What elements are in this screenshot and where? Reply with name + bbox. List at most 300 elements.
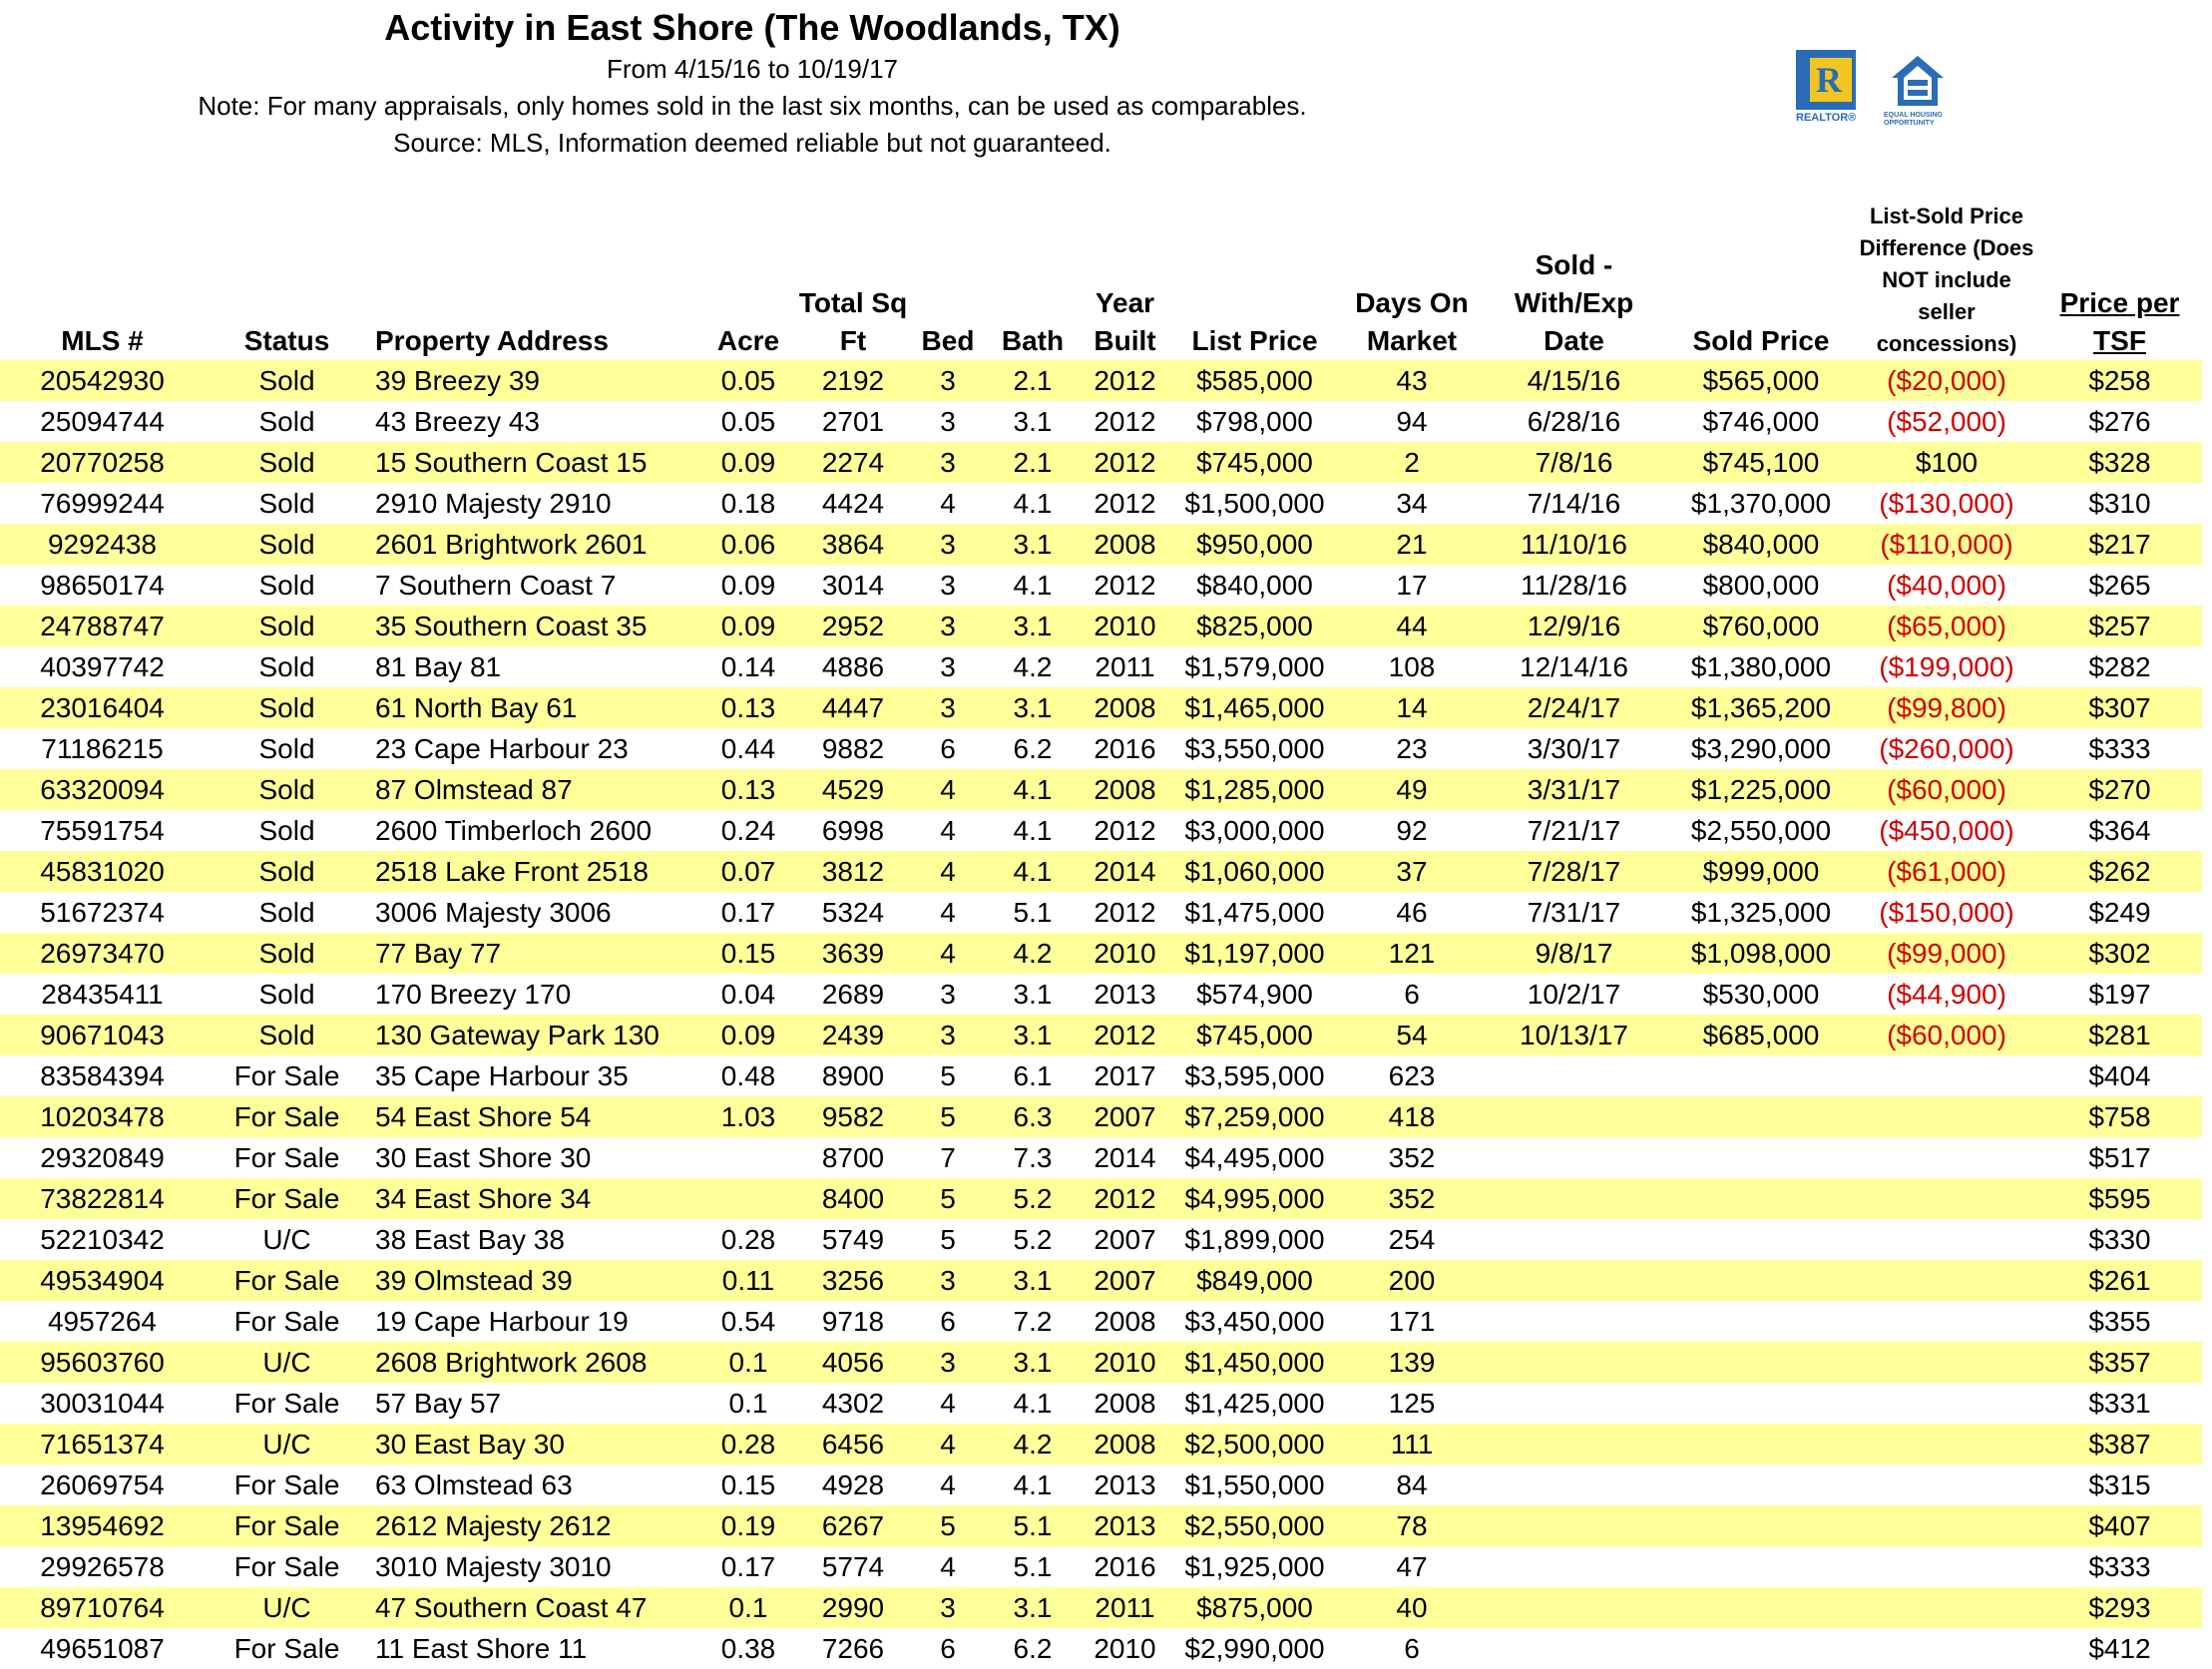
cell-bed: 4: [913, 769, 983, 810]
cell-address: 15 Southern Coast 15: [369, 442, 703, 483]
cell-sold-price: $800,000: [1702, 570, 1820, 601]
cell-address: 63 Olmstead 63: [375, 1469, 573, 1500]
cell-bath: 4.1: [1013, 1388, 1053, 1419]
cell-mls: 25094744: [40, 406, 165, 437]
cell-mls: 75591754: [40, 815, 165, 846]
cell-sold-date: 12/14/16: [1520, 651, 1628, 682]
cell-address: 2601 Brightwork 2601: [369, 524, 703, 565]
cell-status: Sold: [205, 851, 369, 892]
cell-dom: 6: [1404, 1633, 1420, 1664]
cell-sqft: 3864: [793, 524, 913, 565]
cell-bath: 5.2: [1013, 1224, 1053, 1255]
cell-mls: 20770258: [0, 442, 205, 483]
cell-sqft: 2689: [821, 979, 885, 1010]
cell-sqft: 2990: [793, 1587, 913, 1628]
cell-bed: 3: [940, 651, 956, 682]
cell-year: 2012: [1094, 488, 1156, 519]
cell-sold-price: $3,290,000: [1690, 733, 1832, 764]
cell-year: 2011: [1095, 651, 1155, 682]
cell-bath: 3.1: [983, 524, 1083, 565]
cell-bed: 3: [940, 406, 956, 437]
cell-sold-price: [1666, 1628, 1856, 1669]
cell-status: U/C: [205, 1424, 369, 1464]
cell-dom: 84: [1396, 1469, 1428, 1500]
column-header-sold-date: Sold - With/Exp Date: [1514, 249, 1634, 356]
cell-bath: 4.1: [983, 769, 1083, 810]
cell-acre: 0.07: [703, 851, 793, 892]
cell-price-diff: [1856, 1178, 2037, 1219]
table-row: [0, 1628, 2202, 1669]
cell-sold-date: 7/21/17: [1527, 815, 1621, 846]
cell-list-price: $3,550,000: [1184, 733, 1325, 764]
cell-sqft: 2952: [793, 606, 913, 646]
cell-list-price: $950,000: [1167, 524, 1342, 565]
cell-year: 2012: [1083, 360, 1167, 401]
cell-bed: 3: [940, 979, 956, 1010]
cell-list-price: $1,579,000: [1184, 651, 1325, 682]
cell-sold-price: [1666, 1137, 1856, 1178]
cell-sqft: 6998: [821, 815, 885, 846]
cell-sold-date: [1482, 1260, 1666, 1301]
cell-sqft: 2274: [793, 442, 913, 483]
cell-list-price: $2,990,000: [1184, 1633, 1325, 1664]
cell-sqft: 8900: [821, 1060, 885, 1091]
cell-mls: 71651374: [0, 1424, 205, 1464]
cell-list-price: $7,259,000: [1167, 1096, 1342, 1137]
table-row: [0, 360, 2202, 401]
cell-sold-date: 10/2/17: [1527, 979, 1621, 1010]
cell-price-per-tsf: $333: [2088, 733, 2151, 764]
cell-year: 2012: [1094, 897, 1156, 928]
cell-sqft: 4886: [821, 651, 885, 682]
cell-price-diff: ($130,000): [1879, 488, 2014, 519]
cell-mls: 23016404: [0, 687, 205, 728]
cell-status: For Sale: [233, 1142, 340, 1173]
table-body: [0, 360, 2202, 1669]
realtor-logo-icon: R: [1796, 50, 1856, 110]
cell-status: Sold: [258, 815, 315, 846]
cell-list-price: $574,900: [1196, 979, 1313, 1010]
cell-acre: 0.14: [720, 651, 776, 682]
cell-mls: 98650174: [40, 570, 165, 601]
cell-sold-date: 12/9/16: [1482, 606, 1666, 646]
cell-address: 38 East Bay 38: [375, 1224, 565, 1255]
table-header-row: [0, 196, 2202, 360]
cell-sold-price: [1666, 1219, 1856, 1260]
cell-mls: 24788747: [0, 606, 205, 646]
table-row: [0, 769, 2202, 810]
cell-price-diff: [1856, 1219, 2037, 1260]
cell-acre: 0.1: [703, 1587, 793, 1628]
cell-bed: 3: [913, 687, 983, 728]
cell-list-price: $3,595,000: [1184, 1060, 1325, 1091]
table-row: [0, 1587, 2202, 1628]
cell-acre: 0.17: [720, 897, 776, 928]
cell-mls: 73822814: [0, 1178, 205, 1219]
table-row: [0, 1301, 2202, 1342]
cell-dom: 94: [1396, 406, 1428, 437]
cell-year: 2012: [1094, 815, 1156, 846]
cell-price-diff: [1856, 1137, 2037, 1178]
table-row: [0, 524, 2202, 565]
cell-price-diff: [1856, 1260, 2037, 1301]
cell-sold-price: $760,000: [1666, 606, 1856, 646]
cell-sold-price: $1,380,000: [1690, 651, 1832, 682]
cell-mls: 10203478: [0, 1096, 205, 1137]
equal-housing-icon: [1886, 50, 1950, 110]
cell-sold-price: $1,325,000: [1690, 897, 1832, 928]
table-row: [0, 442, 2202, 483]
source-text: Source: MLS, Information deemed reliable but not guaranteed.: [393, 128, 1111, 158]
logos: [1796, 50, 1956, 130]
cell-sqft: 2192: [793, 360, 913, 401]
cell-list-price: $2,550,000: [1167, 1505, 1342, 1546]
cell-mls: 29320849: [40, 1142, 165, 1173]
cell-dom: 17: [1396, 570, 1428, 601]
table-row: [0, 1546, 2202, 1587]
cell-status: Sold: [205, 606, 369, 646]
cell-status: Sold: [205, 524, 369, 565]
cell-acre: [703, 1178, 793, 1219]
cell-price-per-tsf: $217: [2037, 524, 2202, 565]
cell-address: 2600 Timberloch 2600: [375, 815, 653, 846]
cell-bath: 4.1: [983, 851, 1083, 892]
cell-sold-price: [1666, 1301, 1856, 1342]
cell-acre: 0.13: [703, 769, 793, 810]
cell-mls: 63320094: [0, 769, 205, 810]
cell-bed: 3: [913, 442, 983, 483]
cell-sqft: 9582: [793, 1096, 913, 1137]
cell-bath: 2.1: [983, 442, 1083, 483]
cell-sold-date: [1482, 1219, 1666, 1260]
cell-address: 30 East Bay 30: [369, 1424, 703, 1464]
cell-price-per-tsf: $330: [2088, 1224, 2151, 1255]
cell-sold-date: 4/15/16: [1482, 360, 1666, 401]
cell-price-diff: [1856, 1464, 2037, 1505]
cell-bed: 5: [913, 1096, 983, 1137]
cell-price-per-tsf: $357: [2037, 1342, 2202, 1383]
cell-bed: 4: [913, 1424, 983, 1464]
column-header-sqft: Total Sq Ft: [798, 287, 908, 356]
cell-price-per-tsf: $315: [2088, 1469, 2151, 1500]
cell-acre: 0.15: [720, 1469, 776, 1500]
cell-dom: 6: [1404, 979, 1420, 1010]
cell-acre: 0.44: [720, 733, 776, 764]
cell-list-price: $1,285,000: [1167, 769, 1342, 810]
cell-price-diff: [1856, 1055, 2037, 1096]
cell-bath: 6.2: [1013, 733, 1053, 764]
cell-list-price: $825,000: [1167, 606, 1342, 646]
cell-dom: 49: [1342, 769, 1482, 810]
cell-year: 2012: [1094, 406, 1156, 437]
table-row: [0, 892, 2202, 933]
cell-list-price: $2,500,000: [1167, 1424, 1342, 1464]
cell-dom: 37: [1342, 851, 1482, 892]
cell-acre: 0.09: [703, 442, 793, 483]
cell-sqft: 5324: [821, 897, 885, 928]
cell-price-diff: ($99,000): [1856, 933, 2037, 974]
cell-bath: 4.1: [1013, 815, 1053, 846]
cell-sold-date: [1482, 1464, 1666, 1505]
table-row: [0, 1219, 2202, 1260]
cell-price-diff: [1856, 1587, 2037, 1628]
cell-acre: 0.15: [703, 933, 793, 974]
cell-address: 3010 Majesty 3010: [375, 1551, 612, 1582]
table-row: [0, 646, 2202, 687]
cell-dom: 40: [1342, 1587, 1482, 1628]
cell-bed: 3: [913, 1260, 983, 1301]
cell-status: For Sale: [205, 1260, 369, 1301]
cell-price-per-tsf: $262: [2037, 851, 2202, 892]
cell-mls: 40397742: [40, 651, 165, 682]
cell-bath: 3.1: [1013, 406, 1053, 437]
cell-list-price: $1,197,000: [1167, 933, 1342, 974]
cell-acre: 0.38: [720, 1633, 776, 1664]
cell-year: 2013: [1094, 979, 1156, 1010]
cell-price-diff: ($110,000): [1856, 524, 2037, 565]
cell-sold-price: $840,000: [1666, 524, 1856, 565]
cell-sold-date: 7/28/17: [1482, 851, 1666, 892]
cell-price-diff: [1856, 1342, 2037, 1383]
cell-sold-date: [1482, 1178, 1666, 1219]
cell-sold-price: [1666, 1383, 1856, 1424]
cell-price-diff: [1856, 1301, 2037, 1342]
cell-acre: 0.05: [703, 360, 793, 401]
cell-sqft: 8400: [793, 1178, 913, 1219]
cell-status: U/C: [205, 1342, 369, 1383]
cell-price-per-tsf: $302: [2037, 933, 2202, 974]
cell-status: Sold: [205, 769, 369, 810]
cell-list-price: $840,000: [1196, 570, 1313, 601]
cell-address: 19 Cape Harbour 19: [375, 1306, 629, 1337]
cell-price-diff: ($40,000): [1887, 570, 2006, 601]
cell-address: 11 East Shore 11: [375, 1633, 588, 1664]
cell-sold-date: 3/30/17: [1527, 733, 1621, 764]
cell-address: 30 East Shore 30: [375, 1142, 592, 1173]
cell-sold-date: [1482, 1546, 1666, 1587]
cell-bath: 5.1: [983, 1505, 1083, 1546]
cell-address: 170 Breezy 170: [375, 979, 572, 1010]
cell-list-price: $3,000,000: [1184, 815, 1325, 846]
cell-price-per-tsf: $310: [2088, 488, 2151, 519]
cell-sold-price: [1666, 1096, 1856, 1137]
cell-year: 2008: [1094, 1388, 1156, 1419]
cell-sold-price: $1,370,000: [1690, 488, 1832, 519]
cell-price-per-tsf: $282: [2088, 651, 2151, 682]
cell-acre: 0.04: [720, 979, 776, 1010]
cell-mls: 49651087: [40, 1633, 165, 1664]
cell-address: 81 Bay 81: [375, 651, 502, 682]
cell-sold-date: 7/14/16: [1527, 488, 1621, 519]
cell-dom: 44: [1342, 606, 1482, 646]
cell-mls: 89710764: [0, 1587, 205, 1628]
cell-bath: 3.1: [1013, 979, 1053, 1010]
table-row: [0, 1178, 2202, 1219]
cell-acre: 0.28: [703, 1424, 793, 1464]
cell-price-diff: [1856, 1383, 2037, 1424]
table-row: [0, 1342, 2202, 1383]
column-header-sold-price: Sold Price: [1692, 325, 1830, 356]
cell-acre: 0.1: [703, 1342, 793, 1383]
cell-dom: 352: [1388, 1142, 1436, 1173]
cell-price-per-tsf: $281: [2037, 1015, 2202, 1055]
column-header-mls: MLS #: [61, 325, 144, 356]
cell-list-price: $585,000: [1167, 360, 1342, 401]
cell-acre: 0.06: [703, 524, 793, 565]
cell-list-price: $1,425,000: [1184, 1388, 1325, 1419]
cell-list-price: $1,550,000: [1184, 1469, 1325, 1500]
cell-bed: 3: [913, 524, 983, 565]
table-row: [0, 933, 2202, 974]
cell-sold-date: [1482, 1342, 1666, 1383]
cell-bed: 4: [940, 488, 956, 519]
cell-bed: 7: [940, 1142, 956, 1173]
cell-year: 2012: [1083, 442, 1167, 483]
column-header-address: Property Address: [375, 325, 609, 356]
cell-dom: 108: [1388, 651, 1436, 682]
cell-list-price: $745,000: [1167, 442, 1342, 483]
cell-dom: 200: [1342, 1260, 1482, 1301]
cell-bath: 3.1: [983, 1015, 1083, 1055]
cell-sold-date: [1482, 1137, 1666, 1178]
cell-address: 39 Breezy 39: [369, 360, 703, 401]
table-row: [0, 1464, 2202, 1505]
table-row: [0, 483, 2202, 524]
cell-price-per-tsf: $331: [2088, 1388, 2151, 1419]
cell-mls: 52210342: [40, 1224, 165, 1255]
eho-logo-caption: EQUAL HOUSING OPPORTUNITY: [1884, 112, 1943, 127]
cell-dom: 23: [1396, 733, 1428, 764]
cell-acre: 0.24: [720, 815, 776, 846]
cell-bath: 3.1: [983, 1260, 1083, 1301]
cell-price-diff: [1856, 1628, 2037, 1669]
cell-sold-price: $2,550,000: [1690, 815, 1832, 846]
cell-price-diff: ($52,000): [1887, 406, 2006, 437]
cell-address: 39 Olmstead 39: [369, 1260, 703, 1301]
cell-sold-price: [1666, 1055, 1856, 1096]
cell-bath: 7.3: [1013, 1142, 1053, 1173]
cell-mls: 9292438: [0, 524, 205, 565]
cell-bed: 6: [940, 733, 956, 764]
cell-address: 3006 Majesty 3006: [375, 897, 612, 928]
cell-price-per-tsf: $293: [2037, 1587, 2202, 1628]
cell-year: 2007: [1083, 1096, 1167, 1137]
cell-mls: 83584394: [40, 1060, 165, 1091]
cell-year: 2010: [1094, 1633, 1156, 1664]
cell-list-price: $875,000: [1167, 1587, 1342, 1628]
cell-status: Sold: [258, 979, 315, 1010]
cell-list-price: $1,925,000: [1184, 1551, 1325, 1582]
cell-sqft: 3256: [793, 1260, 913, 1301]
cell-year: 2010: [1083, 606, 1167, 646]
cell-bath: 4.2: [1013, 651, 1053, 682]
cell-sold-price: $685,000: [1666, 1015, 1856, 1055]
cell-year: 2008: [1083, 687, 1167, 728]
cell-acre: 0.17: [720, 1551, 776, 1582]
cell-bed: 3: [913, 1587, 983, 1628]
cell-year: 2014: [1094, 1142, 1156, 1173]
column-header-dom: Days On Market: [1355, 287, 1469, 356]
cell-address: 54 East Shore 54: [369, 1096, 703, 1137]
cell-mls: 45831020: [0, 851, 205, 892]
cell-bath: 4.1: [1013, 488, 1053, 519]
cell-bed: 3: [940, 570, 956, 601]
cell-acre: 0.09: [703, 606, 793, 646]
cell-acre: 1.03: [703, 1096, 793, 1137]
table-row: [0, 1505, 2202, 1546]
cell-status: Sold: [258, 651, 315, 682]
cell-status: For Sale: [205, 1096, 369, 1137]
cell-sold-date: [1482, 1587, 1666, 1628]
cell-address: 2608 Brightwork 2608: [369, 1342, 703, 1383]
cell-sqft: 5774: [821, 1551, 885, 1582]
cell-mls: 49534904: [0, 1260, 205, 1301]
cell-price-per-tsf: $404: [2088, 1060, 2151, 1091]
cell-sold-price: $746,000: [1702, 406, 1820, 437]
cell-dom: 352: [1342, 1178, 1482, 1219]
cell-mls: 95603760: [0, 1342, 205, 1383]
cell-year: 2010: [1083, 1342, 1167, 1383]
cell-sold-price: [1666, 1178, 1856, 1219]
cell-sqft: 8700: [821, 1142, 885, 1173]
table-row: [0, 1260, 2202, 1301]
cell-address: 34 East Shore 34: [369, 1178, 703, 1219]
cell-price-per-tsf: $307: [2037, 687, 2202, 728]
cell-year: 2013: [1083, 1505, 1167, 1546]
table-row: [0, 974, 2202, 1015]
cell-address: 87 Olmstead 87: [369, 769, 703, 810]
cell-bed: 3: [913, 1342, 983, 1383]
cell-bed: 6: [940, 1306, 956, 1337]
realtor-logo-caption: REALTOR®: [1796, 112, 1857, 124]
cell-acre: 0.05: [720, 406, 776, 437]
cell-sold-date: [1482, 1505, 1666, 1546]
cell-bath: 3.1: [983, 606, 1083, 646]
cell-sold-price: [1666, 1424, 1856, 1464]
cell-price-per-tsf: $328: [2037, 442, 2202, 483]
cell-bath: 2.1: [983, 360, 1083, 401]
cell-bed: 5: [913, 1178, 983, 1219]
cell-price-per-tsf: $364: [2088, 815, 2151, 846]
cell-year: 2007: [1083, 1260, 1167, 1301]
cell-acre: 0.09: [720, 570, 776, 601]
cell-status: For Sale: [205, 1505, 369, 1546]
cell-dom: 34: [1396, 488, 1428, 519]
cell-list-price: $3,450,000: [1184, 1306, 1325, 1337]
cell-status: Sold: [205, 687, 369, 728]
cell-year: 2012: [1083, 1178, 1167, 1219]
cell-mls: 29926578: [40, 1551, 165, 1582]
cell-list-price: $1,475,000: [1184, 897, 1325, 928]
cell-status: For Sale: [233, 1060, 340, 1091]
cell-sold-price: $1,098,000: [1666, 933, 1856, 974]
cell-sold-date: [1482, 1383, 1666, 1424]
cell-sold-date: [1482, 1301, 1666, 1342]
cell-address: 43 Breezy 43: [375, 406, 540, 437]
cell-list-price: $1,899,000: [1184, 1224, 1325, 1255]
cell-list-price: $798,000: [1196, 406, 1313, 437]
table-row: [0, 728, 2202, 769]
cell-bed: 4: [940, 897, 956, 928]
cell-sold-price: [1666, 1342, 1856, 1383]
cell-year: 2008: [1083, 1424, 1167, 1464]
cell-price-per-tsf: $333: [2088, 1551, 2151, 1582]
cell-list-price: $1,500,000: [1184, 488, 1325, 519]
cell-bath: 6.1: [1013, 1060, 1053, 1091]
cell-bath: 4.2: [983, 1424, 1083, 1464]
cell-bath: 4.1: [1013, 1469, 1053, 1500]
cell-sold-price: $745,100: [1666, 442, 1856, 483]
